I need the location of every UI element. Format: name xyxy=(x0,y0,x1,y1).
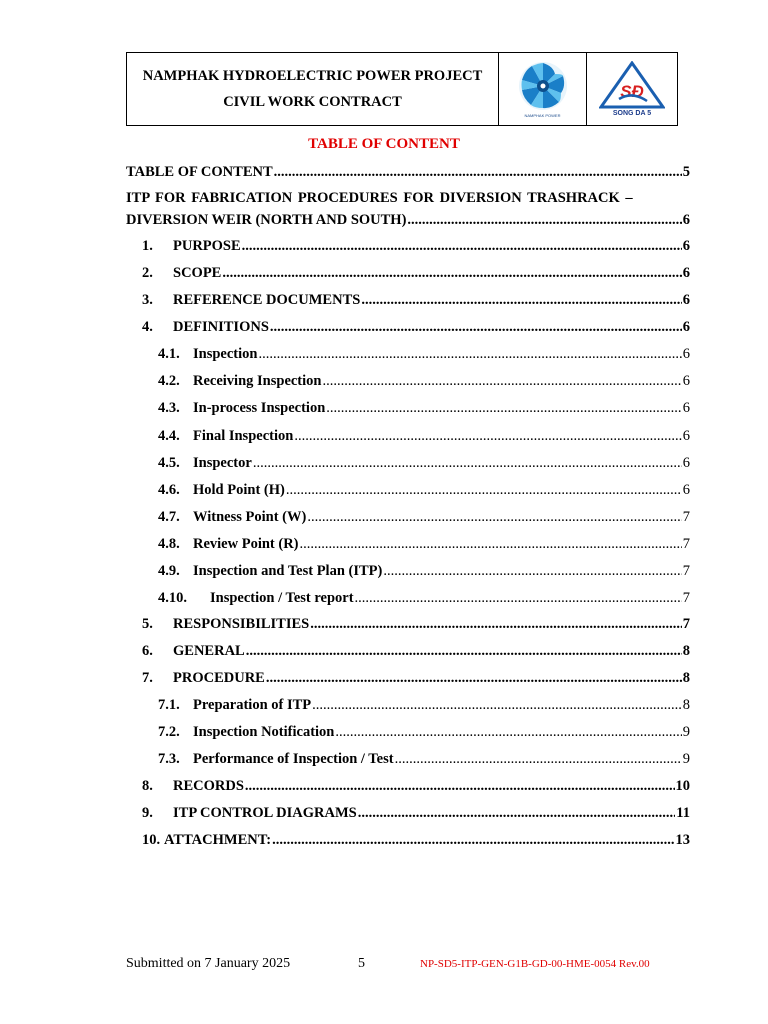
toc-entry-page: 8 xyxy=(682,670,690,686)
toc-entry-label: Inspection and Test Plan (ITP) xyxy=(193,563,383,579)
toc-entry-page: 7 xyxy=(682,616,690,632)
toc-subentry[interactable] xyxy=(158,695,690,715)
toc-leader xyxy=(310,614,682,634)
toc-leader xyxy=(383,561,681,581)
toc-entry-label: SCOPE xyxy=(173,265,222,281)
toc-entry-number: 4.3. xyxy=(158,400,180,416)
toc-entry-label: REFERENCE DOCUMENTS xyxy=(173,292,361,308)
toc-entry-number: 8. xyxy=(142,778,153,794)
toc-entry-label: ITP CONTROL DIAGRAMS xyxy=(173,805,357,821)
toc-entry-page: 6 xyxy=(682,319,690,335)
toc-entry-page: 8 xyxy=(682,643,690,659)
toc-subentry[interactable] xyxy=(158,480,690,500)
toc-entry-page: 9 xyxy=(682,724,690,740)
toc-entry-page: 7 xyxy=(682,509,690,525)
toc-entry-number: 10. xyxy=(142,832,161,848)
toc-entry-page: 10 xyxy=(675,778,690,794)
submitted-date: Submitted on 7 January 2025 xyxy=(126,956,291,971)
toc-heading: TABLE OF CONTENT xyxy=(308,136,460,152)
toc-leader xyxy=(270,317,682,337)
toc-leader xyxy=(307,507,681,527)
toc-entry-label: RESPONSIBILITIES xyxy=(173,616,310,632)
page-number: 5 xyxy=(358,956,365,971)
toc-leader xyxy=(335,722,681,742)
toc-entry-number: 7.1. xyxy=(158,697,180,713)
toc-leader xyxy=(395,749,682,769)
toc-entry-page: 5 xyxy=(682,164,690,180)
toc-entry-page: 7 xyxy=(682,536,690,552)
toc-subentry[interactable] xyxy=(158,588,690,608)
toc-entry-page: 7 xyxy=(682,590,690,606)
toc-leader xyxy=(322,371,681,391)
toc-subentry[interactable] xyxy=(158,426,690,446)
toc-entry-page: 6 xyxy=(682,482,690,498)
toc-subentry[interactable] xyxy=(158,453,690,473)
toc-leader xyxy=(222,263,681,283)
toc-subentry[interactable] xyxy=(158,749,690,769)
toc-entry-page: 6 xyxy=(682,212,690,228)
toc-entry-number: 4.8. xyxy=(158,536,180,552)
toc-entry-label: Witness Point (W) xyxy=(193,509,307,525)
toc-entry-page: 6 xyxy=(682,346,690,362)
toc-leader xyxy=(272,830,674,850)
toc-entry[interactable] xyxy=(142,263,690,283)
songda5-logo xyxy=(587,53,677,125)
toc-entry-label: Preparation of ITP xyxy=(193,697,312,713)
toc-entry[interactable] xyxy=(126,188,690,208)
songda-triangle-icon xyxy=(599,61,665,109)
toc-leader xyxy=(242,236,682,256)
toc-subentry[interactable] xyxy=(158,371,690,391)
toc-entry-page: 7 xyxy=(682,563,690,579)
toc-leader xyxy=(355,588,682,608)
toc-entry-page: 6 xyxy=(682,238,690,254)
toc-entry-number: 4.10. xyxy=(158,590,187,606)
toc-entry[interactable] xyxy=(142,668,690,688)
toc-subentry[interactable] xyxy=(158,344,690,364)
toc-subentry[interactable] xyxy=(158,507,690,527)
toc-entry-label: Review Point (R) xyxy=(193,536,299,552)
toc-subentry[interactable] xyxy=(158,398,690,418)
toc-subentry[interactable] xyxy=(158,722,690,742)
toc-entry[interactable] xyxy=(142,776,690,796)
toc-entry-page: 6 xyxy=(682,455,690,471)
toc-leader xyxy=(274,162,682,182)
toc-leader xyxy=(286,480,682,500)
toc-entry-number: 4.4. xyxy=(158,428,180,444)
toc-entry-label: ATTACHMENT: xyxy=(164,832,272,848)
toc-entry-number: 4.7. xyxy=(158,509,180,525)
songda-letters: SĐ xyxy=(620,82,644,101)
toc-leader xyxy=(300,534,682,554)
toc-entry-number: 7. xyxy=(142,670,153,686)
toc-entry[interactable] xyxy=(142,236,690,256)
toc-entry-page: 8 xyxy=(682,697,690,713)
toc-entry-number: 7.3. xyxy=(158,751,180,767)
document-header xyxy=(126,52,678,126)
toc-entry-page: 6 xyxy=(682,373,690,389)
toc-entry-label: Inspector xyxy=(193,455,252,471)
namphak-logo xyxy=(499,53,587,125)
toc-entry-page: 6 xyxy=(682,428,690,444)
songda5-logo-caption: SONG DA 5 xyxy=(612,110,652,117)
toc-entry[interactable] xyxy=(142,290,690,310)
toc-entry-number: 4.5. xyxy=(158,455,180,471)
toc-entry[interactable] xyxy=(142,317,690,337)
toc-entry-number: 9. xyxy=(142,805,153,821)
toc-entry-number: 3. xyxy=(142,292,153,308)
toc-entry-page: 9 xyxy=(682,751,690,767)
toc-entry-label: In-process Inspection xyxy=(193,400,326,416)
toc-entry-number: 2. xyxy=(142,265,153,281)
turbine-icon xyxy=(517,60,569,112)
toc-entry-number: 4.2. xyxy=(158,373,180,389)
toc-entry-number: 4. xyxy=(142,319,153,335)
toc-entry-number: 1. xyxy=(142,238,153,254)
toc-entry-label: GENERAL xyxy=(173,643,245,659)
toc-subentry[interactable] xyxy=(158,561,690,581)
toc-entry-label: RECORDS xyxy=(173,778,244,794)
toc-leader xyxy=(266,668,682,688)
toc-entry-page: 6 xyxy=(682,265,690,281)
toc-entry-page: 13 xyxy=(675,832,690,848)
toc-leader xyxy=(407,210,681,230)
toc-entry-number: 4.6. xyxy=(158,482,180,498)
document-reference: NP-SD5-ITP-GEN-G1B-GD-00-HME-0054 Rev.00 xyxy=(420,958,650,970)
toc-entry-label: Inspection / Test report xyxy=(210,590,354,606)
toc-entry[interactable] xyxy=(126,210,690,230)
toc-leader xyxy=(312,695,682,715)
toc-entry-label: PURPOSE xyxy=(173,238,241,254)
toc-leader xyxy=(326,398,681,418)
toc-leader xyxy=(258,344,681,364)
toc-entry-page: 11 xyxy=(676,805,690,821)
project-title-block xyxy=(127,53,499,125)
toc-entry-page: 6 xyxy=(682,400,690,416)
toc-entry-label: TABLE OF CONTENT xyxy=(126,164,273,180)
toc-subentry[interactable] xyxy=(158,534,690,554)
toc-leader xyxy=(361,290,681,310)
toc-entry-label: Receiving Inspection xyxy=(193,373,322,389)
toc-entry[interactable] xyxy=(142,803,690,823)
toc-entry-page: 6 xyxy=(682,292,690,308)
toc-entry-label: PROCEDURE xyxy=(173,670,265,686)
toc-entry-number: 4.9. xyxy=(158,563,180,579)
toc-entry-label: DEFINITIONS xyxy=(173,319,269,335)
toc-entry-number: 4.1. xyxy=(158,346,180,362)
toc-entry-number: 7.2. xyxy=(158,724,180,740)
toc-entry-label: DIVERSION WEIR (NORTH AND SOUTH) xyxy=(126,212,407,228)
toc-leader xyxy=(294,426,681,446)
toc-entry[interactable] xyxy=(142,830,690,850)
toc-entry-label: Inspection xyxy=(193,346,258,362)
namphak-logo-caption: NAMPHAK POWER xyxy=(524,113,561,118)
toc-entry-label: Final Inspection xyxy=(193,428,294,444)
toc-entry-label: Hold Point (H) xyxy=(193,482,285,498)
toc-entry[interactable] xyxy=(142,641,690,661)
toc-leader xyxy=(245,776,675,796)
toc-entry-label: ITP FOR FABRICATION PROCEDURES FOR DIVERSION TRASHRACK – xyxy=(126,190,633,206)
toc-entry-label: Inspection Notification xyxy=(193,724,335,740)
project-name: NAMPHAK HYDROELECTRIC POWER PROJECT xyxy=(142,68,483,84)
contract-name: CIVIL WORK CONTRACT xyxy=(223,94,402,110)
toc-entry-number: 6. xyxy=(142,643,153,659)
toc-entry-label: Performance of Inspection / Test xyxy=(193,751,394,767)
toc-leader xyxy=(253,453,682,473)
toc-entry[interactable] xyxy=(142,614,690,634)
toc-leader xyxy=(358,803,676,823)
toc-entry[interactable] xyxy=(126,162,690,182)
toc-leader xyxy=(246,641,682,661)
toc-entry-number: 5. xyxy=(142,616,153,632)
